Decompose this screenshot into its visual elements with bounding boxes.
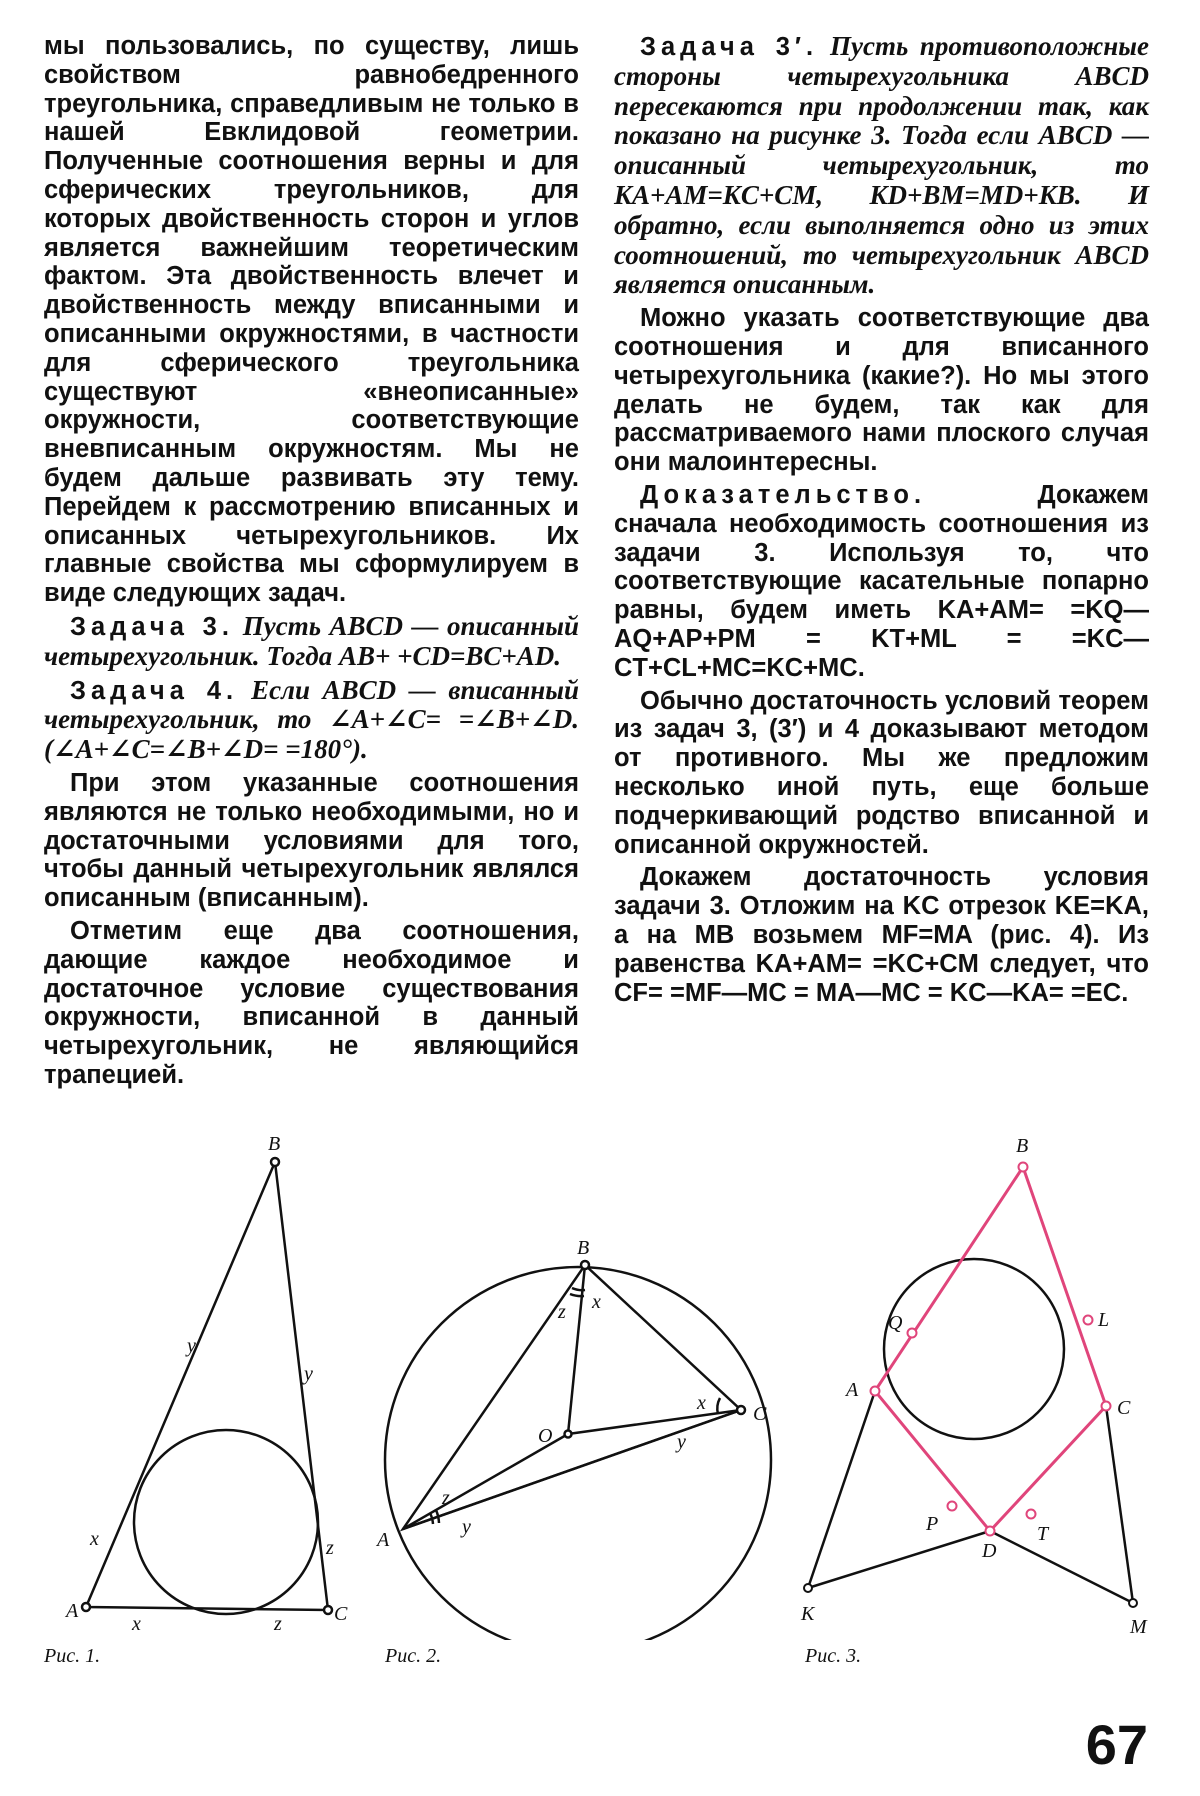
point-b [271,1158,279,1166]
label-a: A [66,1600,79,1622]
point-c [324,1606,332,1614]
point-c [1102,1402,1111,1411]
label-l: L [1098,1309,1110,1331]
line-ak [808,1391,875,1588]
point-a [82,1603,90,1611]
proof [614,481,1149,683]
angle-label: z [558,1301,566,1323]
label-m: M [1130,1616,1147,1638]
point-t [1027,1510,1036,1519]
task-text: Если ABCD — вписанный четырехугольник, то ∠A+∠C= =∠B+∠D. (∠A+∠C=∠B+∠D= =180°). [44,674,580,765]
label-k: K [801,1603,815,1625]
line-dm [990,1531,1133,1603]
label-a: A [846,1379,859,1401]
segment-label: z [326,1537,334,1559]
point-a [871,1387,880,1396]
segment-label: z [274,1613,282,1635]
label-b: B [1016,1135,1029,1157]
task-4 [44,676,579,765]
label-b: B [577,1237,590,1259]
point-k [804,1584,812,1592]
radius-oc [568,1410,741,1434]
task-label: Задача 3′. [640,33,819,61]
incircle [134,1430,318,1614]
figure-3-caption: Рис. 3. [805,1645,862,1667]
label-q: Q [888,1312,903,1334]
task-text: Пусть противоположные стороны четырехугольника ABCD пересекаются при продолжении так, как показано на рисунке 3. Тогда если ABCD — описанный четырехугольник, то KA+AM=KC+CM, KD+BM=MD+KB. И обратно, если выполняется одно из этих соотношений, то четырехугольник ABCD является описанным. [614,31,1149,300]
point-p [948,1502,957,1511]
point-m [1129,1599,1137,1607]
figure-1 [82,1158,332,1614]
segment-label: y [187,1335,196,1357]
task-label: Задача 3. [70,612,234,641]
paragraph: мы пользовались, по существу, лишь свойством равнобедренного треугольника, справедливым не только в нашей Евклидовой геометрии. Полученные соотношения верны и для сферических треугольников, для которых двойственность сторон и углов является важнейшим теоретическим фактом. Эта двойственность влечет и двойственность между вписанными и описанными окружностями, в частности для сферического треугольника существуют «внеописанные» окружности, соответствующие вневписанным окружностям. Мы не будем дальше развивать эту тему. Перейдем к рассмотрению вписанных и описанных четырехугольников. Их главные свойства мы сформулируем в виде следующих задач. [44,32,579,608]
point-b [1019,1163,1028,1172]
angle-label: y [462,1516,471,1538]
proof-text: Докажем сначала необходимость соотношения из задачи 3. Используя то, что соответствующие касательные попарно равны, будем иметь KA+AM= =KQ—AQ+AP+PM = KT+ML = =KC—CT+CL+MC=KC+MC. [614,480,1149,682]
segment-label: y [304,1363,313,1385]
label-a: A [377,1529,390,1551]
label-c: C [334,1603,348,1625]
point-d [986,1527,995,1536]
figure-2-caption: Рис. 2. [385,1645,442,1667]
quadrilateral-abcd [875,1167,1106,1531]
task-label: Задача 4. [70,676,239,705]
left-column [44,32,579,1094]
figure-1-caption: Рис. 1. [44,1645,101,1667]
figures [0,1120,1200,1640]
label-c: C [753,1403,767,1425]
line-kd [808,1531,990,1588]
proof-label: Доказательство. [640,480,927,509]
paragraph: При этом указанные соотношения являются не только необходимыми, но и достаточными условиями для того, чтобы данный четырехугольник являлся описанным (вписанным). [44,768,579,913]
point-b [581,1261,589,1269]
paragraph: Можно указать соответствующие два соотношения и для вписанного четырехугольника (какие?). Но мы этого делать не будем, так как для рассматриваемого нами плоского случая они малоинтересны. [614,304,1149,477]
task-3 [44,612,579,672]
task-3-prime [614,32,1149,300]
label-t: T [1037,1523,1049,1545]
page-number: 67 [1085,1713,1148,1776]
label-p: P [926,1513,939,1535]
point-q [908,1329,917,1338]
right-column [614,32,1149,1011]
side-ac [403,1410,741,1529]
segment-label: x [90,1528,99,1550]
label-o: O [538,1425,553,1447]
label-c: C [1117,1397,1131,1419]
incircle [884,1259,1064,1439]
angle-arc [717,1398,720,1414]
segment-label: x [132,1613,141,1635]
angle-label: x [697,1392,706,1414]
triangle-abc [86,1162,328,1610]
paragraph: Обычно достаточность условий теорем из задач 3, (3′) и 4 доказывают методом от противного. Мы же предложим несколько иной путь, еще больше подчеркивающий родство вписанной и описанной окружностей. [614,686,1149,859]
angle-label: y [677,1431,686,1453]
line-cm [1106,1406,1133,1603]
point-o [565,1431,572,1438]
figure-2 [385,1261,771,1640]
point-c [737,1406,745,1414]
paragraph: Докажем достаточность условия задачи 3. Отложим на KC отрезок KE=KA, а на MB возьмем MF=MA (рис. 4). Из равенства KA+AM= =KC+CM следует, что CF= =MF—MC = MA—MC = KC—KA= =EC. [614,863,1149,1007]
task-text: Пусть ABCD — описанный четырехугольник. Тогда AB+ +CD=BC+AD. [44,610,579,671]
angle-label: x [592,1291,601,1313]
point-l [1084,1316,1093,1325]
angle-label: z [442,1487,450,1509]
radius-oa [403,1434,568,1529]
label-b: B [268,1133,281,1155]
label-d: D [982,1540,997,1562]
paragraph: Отметим еще два соотношения, дающие каждое необходимое и достаточное условие существования окружности, вписанной в данный четырехугольник, не являющийся трапецией. [44,916,579,1089]
